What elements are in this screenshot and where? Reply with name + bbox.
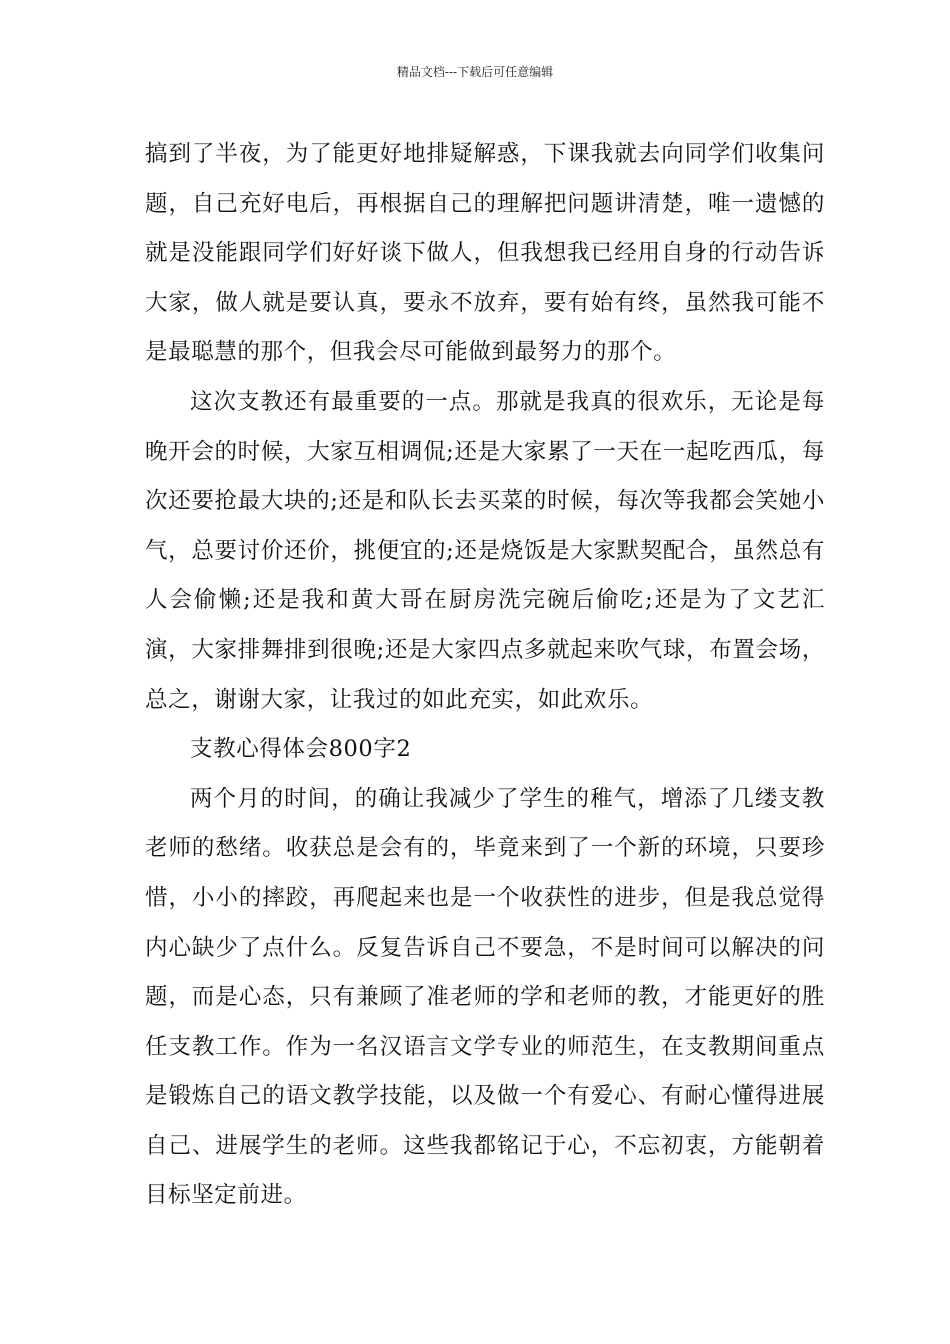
- header-note: 精品文档---下载后可任意编辑: [396, 65, 554, 79]
- section-heading: 支教心得体会800字2: [190, 736, 412, 763]
- paragraph-1: 搞到了半夜，为了能更好地排疑解惑，下课我就去向同学们收集问题，自己充好电后，再根据自己的理解把问题讲清楚，唯一遗憾的就是没能跟同学们好好谈下做人，但我想我已经用自身的行动告诉大家，做人就是要认真，要永不放弃，要有始有终，虽然我可能不是最聪慧的那个，但我会尽可能做到最努力的那个。: [145, 141, 825, 366]
- paragraph-3: 两个月的时间，的确让我减少了学生的稚气，增添了几缕支教老师的愁绪。收获总是会有的，毕竟来到了一个新的环境，只要珍惜，小小的摔跤，再爬起来也是一个收获性的进步，但是我总觉得内心缺少了点什么。反复告诉自己不要急，不是时间可以解决的问题，而是心态，只有兼顾了准老师的学和老师的教，才能更好的胜任支教工作。作为一名汉语言文学专业的师范生，在支教期间重点是锻炼自己的语文教学技能，以及做一个有爱心、有耐心懂得进展自己、进展学生的老师。这些我都铭记于心，不忘初衷，方能朝着目标坚定前进。: [145, 785, 825, 1209]
- paragraph-2: 这次支教还有最重要的一点。那就是我真的很欢乐，无论是每晚开会的时候，大家互相调侃;还是大家累了一天在一起吃西瓜，每次还要抢最大块的;还是和队长去买菜的时候，每次等我都会笑她小气，总要讨价还价，挑便宜的;还是烧饭是大家默契配合，虽然总有人会偷懒;还是我和黄大哥在厨房洗完碗后偷吃;还是为了文艺汇演，大家排舞排到很晚;还是大家四点多就起来吹气球，布置会场，总之，谢谢大家，让我过的如此充实，如此欢乐。: [145, 388, 825, 713]
- document-body: [145, 130, 825, 1221]
